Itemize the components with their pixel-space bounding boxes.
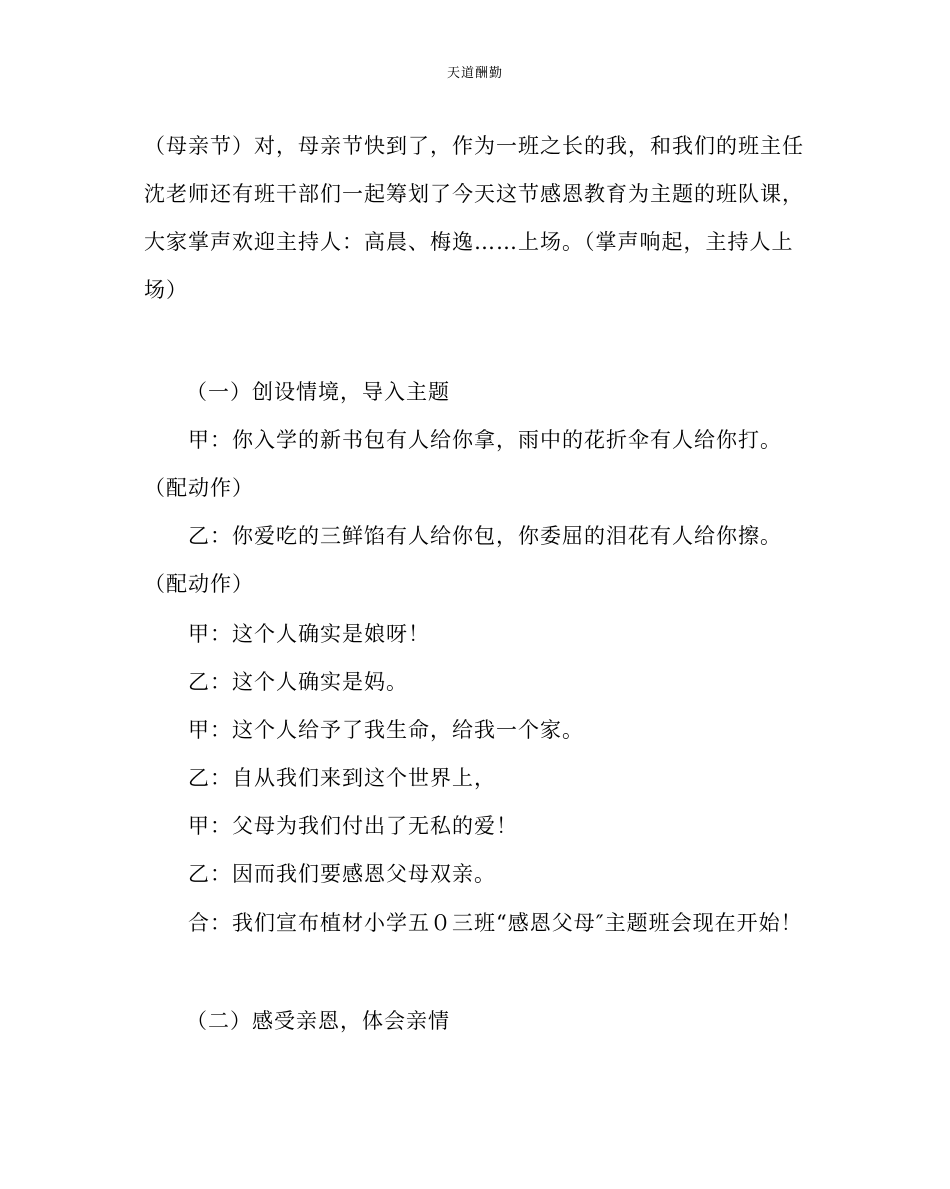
dialogue-line: 乙：因而我们要感恩父母双亲。 [188, 862, 496, 886]
stage-direction: （配动作） [144, 572, 254, 596]
intro-paragraph: （母亲节）对，母亲节快到了，作为一班之长的我，和我们的班主任沈老师还有班干部们一起筹划了今天这节感恩教育为主题的班队课，大家掌声欢迎主持人：高晨、梅逸……上场。（掌声响起，主持人上场） [144, 134, 804, 302]
dialogue-line: 乙：自从我们来到这个世界上， [188, 766, 496, 790]
dialogue-line: 乙：你爱吃的三鲜馅有人给你包，你委屈的泪花有人给你擦。 [188, 524, 782, 548]
dialogue-line: 甲：你入学的新书包有人给你拿，雨中的花折伞有人给你打。 [188, 428, 782, 452]
dialogue-line: 合：我们宣布植材小学五０三班“感恩父母″主题班会现在开始！ [188, 911, 803, 935]
dialogue-line: 甲：这个人给予了我生命，给我一个家。 [188, 718, 584, 742]
dialogue-line: 甲：父母为我们付出了无私的爱！ [188, 814, 518, 838]
stage-direction: （配动作） [144, 476, 254, 500]
section-2-title: （二）感受亲恩，体会亲情 [186, 1009, 450, 1033]
dialogue-line: 乙：这个人确实是妈。 [188, 670, 408, 694]
section-1-title: （一）创设情境，导入主题 [186, 380, 450, 404]
page-header: 天道酬勤 [446, 66, 503, 81]
dialogue-line: 甲：这个人确实是娘呀！ [188, 622, 430, 646]
